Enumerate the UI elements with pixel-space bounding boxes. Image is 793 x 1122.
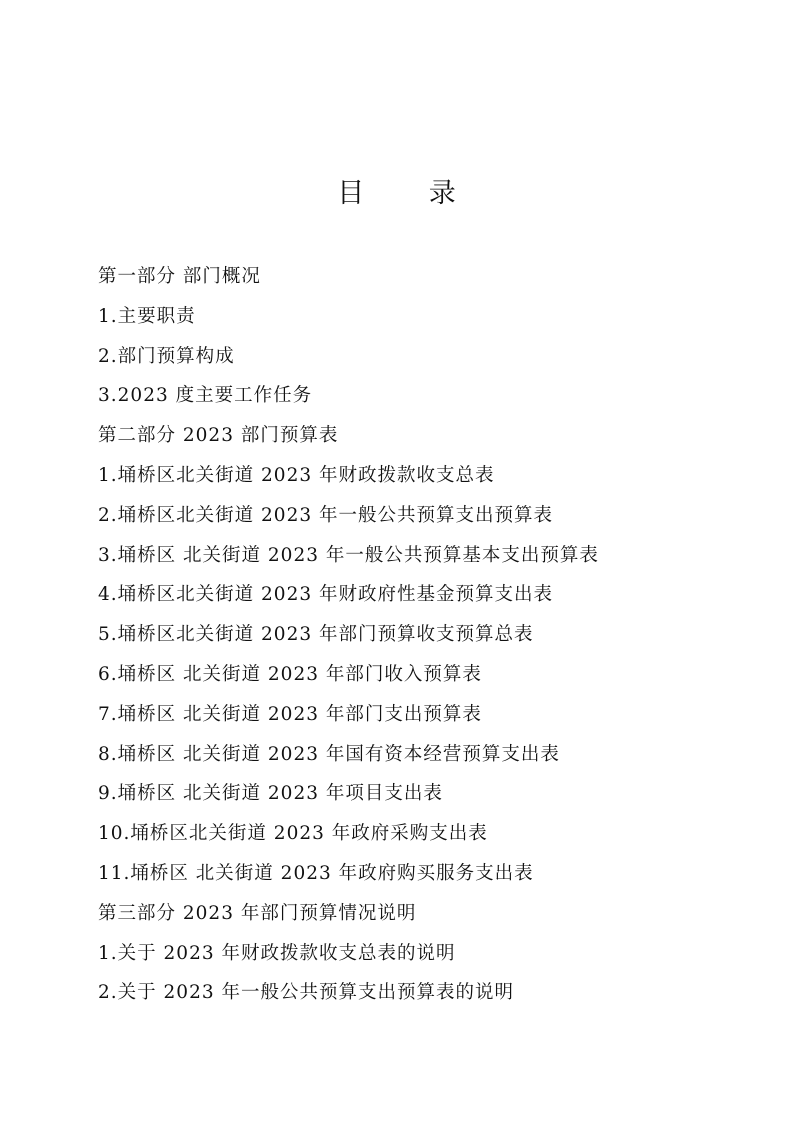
- toc-entry: 第三部分 2023 年部门预算情况说明: [98, 902, 417, 924]
- toc-entry: 10.埇桥区北关街道 2023 年政府采购支出表: [98, 823, 488, 845]
- page-title: 目 录: [337, 178, 484, 209]
- toc-entry: 7.埇桥区 北关街道 2023 年部门支出预算表: [98, 703, 482, 725]
- toc-entry: 3.埇桥区 北关街道 2023 年一般公共预算基本支出预算表: [98, 544, 599, 566]
- toc-entry: 2.部门预算构成: [98, 345, 235, 367]
- toc-entry: 4.埇桥区北关街道 2023 年财政府性基金预算支出表: [98, 584, 553, 606]
- toc-entry: 1.关于 2023 年财政拨款收支总表的说明: [98, 942, 456, 964]
- toc-entry: 6.埇桥区 北关街道 2023 年部门收入预算表: [98, 663, 482, 685]
- toc-entry: 5.埇桥区北关街道 2023 年部门预算收支预算总表: [98, 624, 534, 646]
- toc-entry: 第一部分 部门概况: [98, 266, 261, 287]
- table-of-contents: [98, 262, 599, 1018]
- toc-entry: 3.2023 度主要工作任务: [98, 385, 313, 407]
- toc-entry: 1.埇桥区北关街道 2023 年财政拨款收支总表: [98, 464, 495, 486]
- toc-entry: 8.埇桥区 北关街道 2023 年国有资本经营预算支出表: [98, 743, 560, 765]
- toc-entry: 1.主要职责: [98, 305, 196, 327]
- toc-entry: 11.埇桥区 北关街道 2023 年政府购买服务支出表: [98, 862, 534, 884]
- toc-entry: 第二部分 2023 部门预算表: [98, 425, 339, 447]
- toc-entry: 2.埇桥区北关街道 2023 年一般公共预算支出预算表: [98, 504, 553, 526]
- toc-entry: 2.关于 2023 年一般公共预算支出预算表的说明: [98, 982, 514, 1004]
- toc-entry: 9.埇桥区 北关街道 2023 年项目支出表: [98, 783, 443, 805]
